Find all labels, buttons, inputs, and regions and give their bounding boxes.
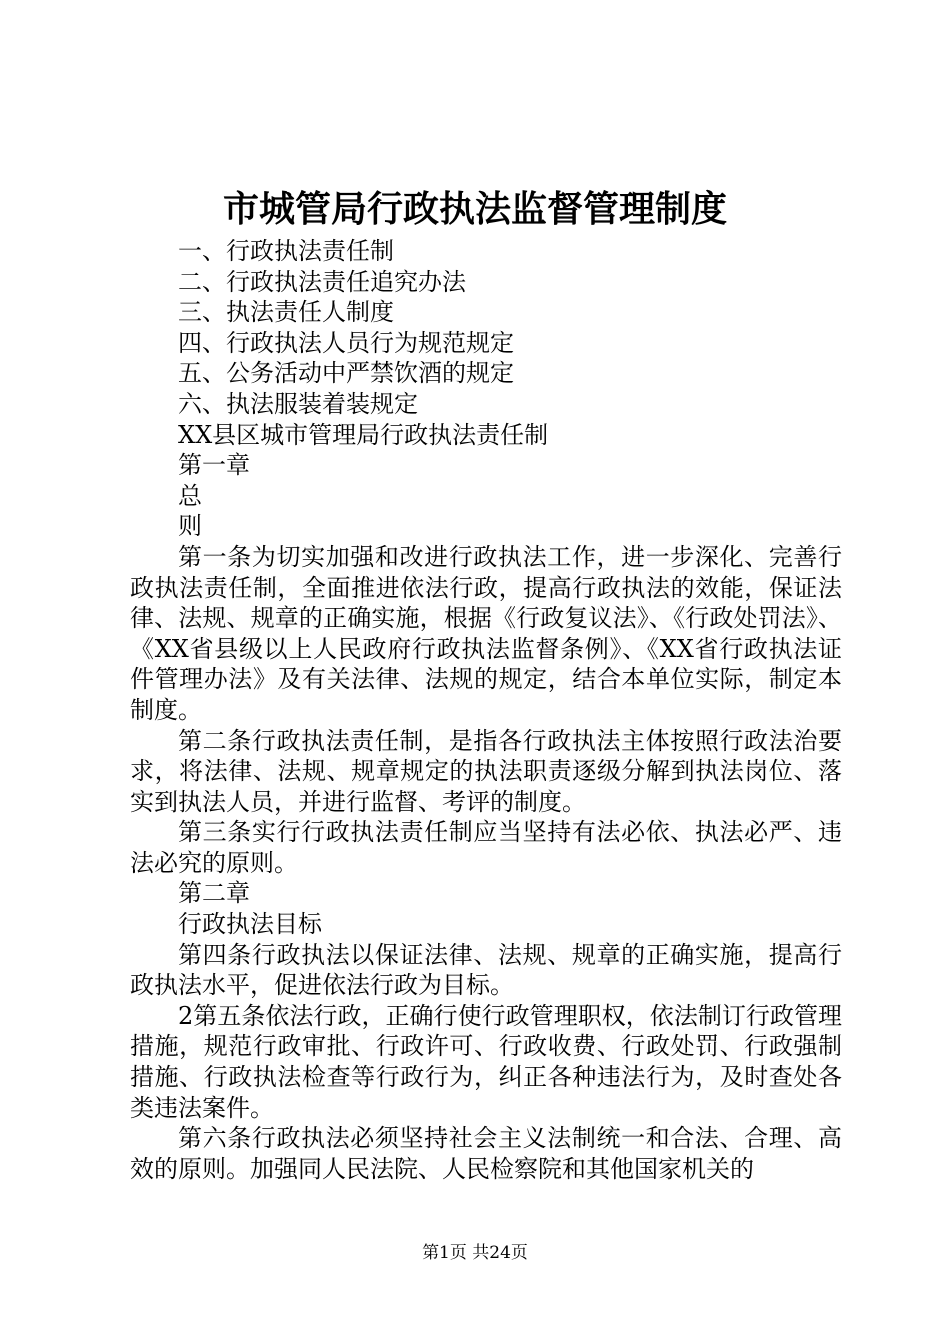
article-4: 第四条行政执法以保证法律、法规、规章的正确实施，提高行政执法水平，促进依法行政为目标。	[130, 940, 842, 1000]
toc-item-3: 三、执法责任人制度	[178, 298, 394, 327]
chapter-1-title-char-2: 则	[178, 512, 202, 541]
section-subtitle: XX县区城市管理局行政执法责任制	[178, 420, 549, 449]
article-5: 2第五条依法行政，正确行使行政管理职权，依法制订行政管理措施，规范行政审批、行政许可、行政收费、行政处罚、行政强制措施、行政执法检查等行政行为，纠正各种违法行为，及时查处各类违法案件。	[130, 1001, 842, 1122]
chapter-2-title: 行政执法目标	[178, 910, 322, 939]
chapter-1-title-char-1: 总	[178, 481, 202, 510]
article-1: 第一条为切实加强和改进行政执法工作，进一步深化、完善行政执法责任制，全面推进依法行政，提高行政执法的效能，保证法律、法规、规章的正确实施，根据《行政复议法》、《行政处罚法》、《XX省县级以上人民政府行政执法监督条例》、《XX省行政执法证件管理办法》及有关法律、法规的规定，结合本单位实际，制定本制度。	[130, 542, 842, 724]
toc-item-4: 四、行政执法人员行为规范规定	[178, 328, 514, 357]
toc-item-5: 五、公务活动中严禁饮酒的规定	[178, 359, 514, 388]
chapter-2-heading: 第二章	[178, 879, 250, 908]
document-title: 市城管局行政执法监督管理制度	[222, 188, 727, 230]
article-3: 第三条实行行政执法责任制应当坚持有法必依、执法必严、违法必究的原则。	[130, 818, 842, 877]
article-6: 第六条行政执法必须坚持社会主义法制统一和合法、合理、高效的原则。加强同人民法院、人民检察院和其他国家机关的	[130, 1124, 842, 1183]
chapter-1-heading: 第一章	[178, 451, 250, 480]
toc-item-2: 二、行政执法责任追究办法	[178, 267, 466, 296]
article-2: 第二条行政执法责任制，是指各行政执法主体按照行政法治要求，将法律、法规、规章规定的执法职责逐级分解到执法岗位、落实到执法人员，并进行监督、考评的制度。	[130, 726, 842, 816]
toc-item-1: 一、行政执法责任制	[178, 237, 394, 265]
page-footer: 第1页 共24页	[422, 1243, 528, 1263]
document-body	[130, 236, 842, 1184]
toc-item-6: 六、执法服装着装规定	[178, 389, 418, 418]
